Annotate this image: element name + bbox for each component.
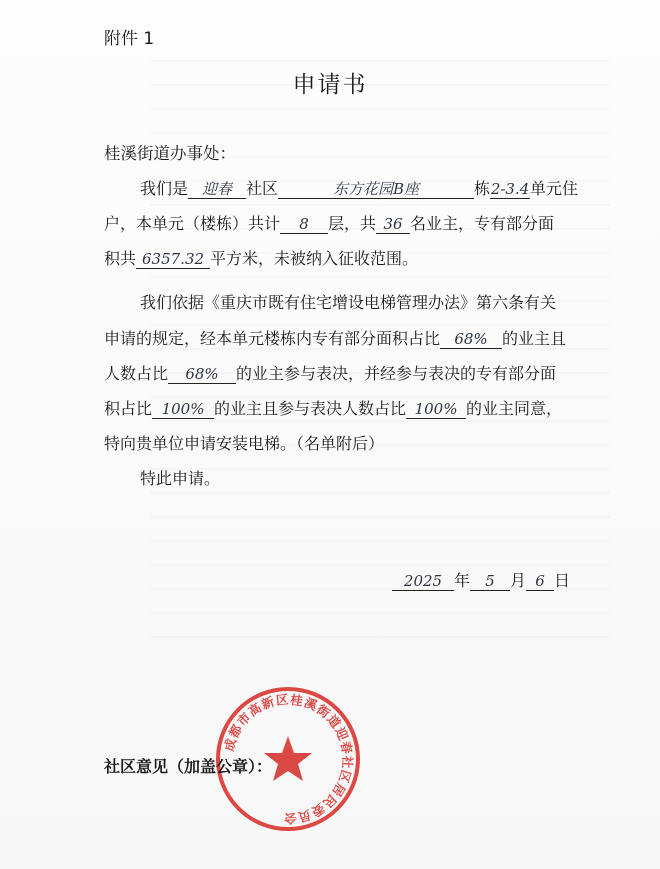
filled-day: 6 xyxy=(526,572,554,591)
closing: 特此申请。 xyxy=(140,469,221,488)
text: 我们是 xyxy=(140,179,189,198)
filled-vote-people-ratio: 100% xyxy=(406,400,466,419)
text: 的业主且参与表决人数占比 xyxy=(214,399,407,418)
text: 平方米，未被纳入征收范围。 xyxy=(210,249,419,268)
addressee: 桂溪街道办事处： xyxy=(104,144,236,163)
text: 日 xyxy=(554,571,571,590)
filled-building: 东方花园B座 xyxy=(278,180,474,199)
text: 的业主参与表决，并经参与表决的专有部分面 xyxy=(236,364,557,383)
text: 单元住 xyxy=(530,179,579,198)
text: 申请的规定，经本单元楼栋内专有部分面积占比 xyxy=(104,329,441,348)
para1-line2 xyxy=(104,211,554,234)
para2-line2 xyxy=(104,326,566,349)
text: 人数占比 xyxy=(104,364,169,383)
community-opinion-label: 社区意见（加盖公章）： xyxy=(104,757,273,776)
filled-area: 6357.32 xyxy=(136,250,210,269)
filled-year: 2025 xyxy=(392,572,454,591)
filled-area-ratio: 68% xyxy=(440,330,502,349)
para2-line1: 我们依据《重庆市既有住宅增设电梯管理办法》第六条有关 xyxy=(140,293,557,312)
para1-line3 xyxy=(104,246,418,269)
text: 层，共 xyxy=(328,214,377,233)
seal-text: 成都市高新区桂溪街道迎春社区居民委员会 xyxy=(221,691,356,827)
para2-line5: 特向贵单位申请安装电梯。（名单附后） xyxy=(104,434,385,453)
signing-date xyxy=(392,568,570,591)
filled-unit: 2-3.4 xyxy=(490,180,530,198)
filled-month: 5 xyxy=(470,572,510,591)
filled-floors: 8 xyxy=(280,215,328,234)
para2-line3 xyxy=(104,361,556,384)
text: 户，本单元（楼栋）共计 xyxy=(104,214,281,233)
text: 栋 xyxy=(474,179,491,198)
text: 积共 xyxy=(104,249,137,268)
text: 月 xyxy=(510,571,527,590)
text: 的业主且 xyxy=(502,329,567,348)
filled-community: 迎春 xyxy=(188,180,246,199)
text: 名业主，专有部分面 xyxy=(410,214,555,233)
text: 年 xyxy=(454,571,471,590)
para2-line4 xyxy=(104,396,562,419)
text: 社区 xyxy=(246,179,279,198)
text: 的业主同意， xyxy=(466,399,563,418)
para1-line1 xyxy=(140,176,578,199)
filled-owners: 36 xyxy=(376,215,410,234)
document-title: 申请书 xyxy=(292,72,368,98)
filled-people-ratio: 68% xyxy=(168,365,236,384)
filled-vote-area-ratio: 100% xyxy=(152,400,214,419)
text: 积占比 xyxy=(104,399,153,418)
attachment-label: 附件 1 xyxy=(104,29,155,49)
